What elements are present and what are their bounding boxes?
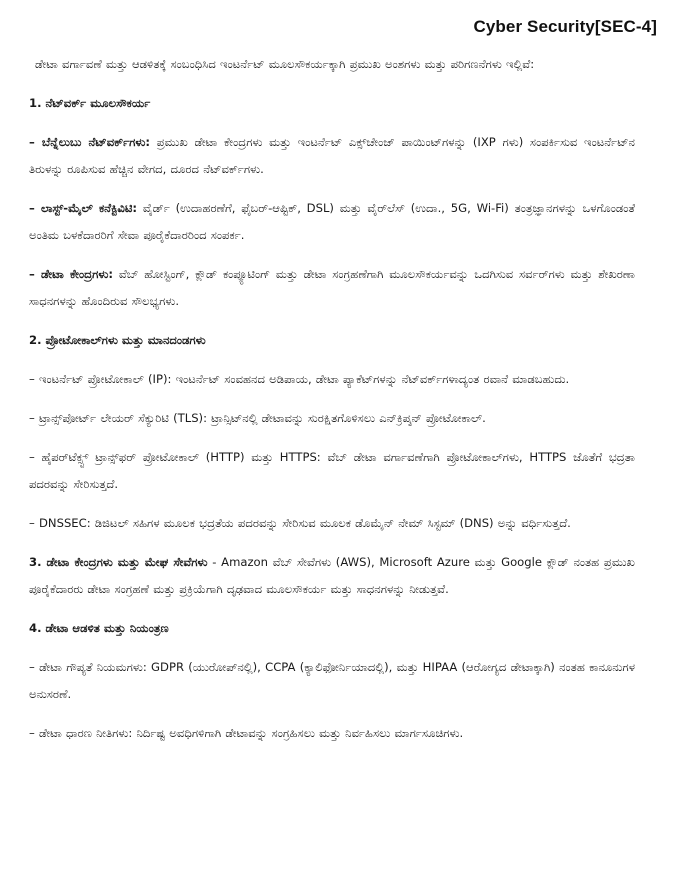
- section-3-heading: 3. ಡೇಟಾ ಕೇಂದ್ರಗಳು ಮತ್ತು ಮೇಘ ಸೇವೆಗಳು: [29, 555, 208, 569]
- section-1-item-last-mile: [29, 195, 635, 249]
- section-4-heading: 4. ಡೇಟಾ ಆಡಳಿತ ಮತ್ತು ನಿಯಂತ್ರಣ: [29, 621, 169, 635]
- section-2-item-tls: – ಟ್ರಾನ್ಸ್‌ಪೋರ್ಟ್ ಲೇಯರ್ ಸೆಕ್ಯುರಿಟಿ (TLS): ಟ್ರಾನ್ಸಿಟ್‌ನಲ್ಲಿ ಡೇಟಾವನ್ನು ಸುರಕ್ಷಿತಗೊಳಿಸಲು ಎನ್‌ಕ್ರಿಪ್ಶನ್ ಪ್ರೋಟೋಕಾಲ್.: [29, 411, 486, 425]
- section-4-item-retention: – ಡೇಟಾ ಧಾರಣ ನೀತಿಗಳು: ನಿರ್ದಿಷ್ಟ ಅವಧಿಗಳಿಗಾಗಿ ಡೇಟಾವನ್ನು ಸಂಗ್ರಹಿಸಲು ಮತ್ತು ನಿರ್ವಹಿಸಲು ಮಾರ್ಗಸೂಚಿಗಳು.: [29, 726, 464, 740]
- section-4-item-privacy: – ಡೇಟಾ ಗೌಪ್ಯತೆ ನಿಯಮಗಳು: GDPR (ಯುರೋಪ್‌ನಲ್ಲಿ), CCPA (ಕ್ಯಾಲಿಫೋರ್ನಿಯಾದಲ್ಲಿ), ಮತ್ತು HIPAA (ಆರೋಗ್ಯದ ಡೇಟಾಕ್ಕಾಗಿ) ನಂತಹ ಕಾನೂನುಗಳ ಅನುಸರಣೆ.: [29, 660, 635, 701]
- section-2-item-ip: – ಇಂಟರ್ನೆಟ್ ಪ್ರೋಟೋಕಾಲ್ (IP): ಇಂಟರ್ನೆಟ್ ಸಂವಹನದ ಅಡಿಪಾಯ, ಡೇಟಾ ಪ್ಯಾಕೆಟ್‌ಗಳನ್ನು ನೆಟ್‌ವರ್ಕ್‌ಗಳಾದ್ಯಂತ ರವಾನೆ ಮಾಡಬಹುದು.: [29, 372, 570, 386]
- item-lead: – ಬೆನ್ನೆಲುಬು ನೆಟ್‌ವರ್ಕ್‌ಗಳು:: [29, 135, 151, 149]
- page-header-title: Cyber Security[SEC-4]: [473, 17, 657, 36]
- item-text: ವೆಬ್ ಹೋಸ್ಟಿಂಗ್, ಕ್ಲೌಡ್ ಕಂಪ್ಯೂಟಿಂಗ್ ಮತ್ತು ಡೇಟಾ ಸಂಗ್ರಹಣೆಗಾಗಿ ಮೂಲಸೌಕರ್ಯವನ್ನು ಒದಗಿಸುವ ಸರ್ವರ್‌ಗಳು ಮತ್ತು ಶೇಖರಣಾ ಸಾಧನಗಳನ್ನು ಹೊಂದಿರುವ ಸೌಲಭ್ಯಗಳು.: [29, 267, 635, 308]
- section-1-item-backbone: [29, 129, 635, 183]
- section-3-paragraph: [29, 549, 635, 603]
- section-2-item-dnssec: – DNSSEC: ಡಿಜಿಟಲ್ ಸಹಿಗಳ ಮೂಲಕ ಭದ್ರತೆಯ ಪದರವನ್ನು ಸೇರಿಸುವ ಮೂಲಕ ಡೊಮೈನ್ ನೇಮ್ ಸಿಸ್ಟಮ್ (DNS) ಅನ್ನು ವರ್ಧಿಸುತ್ತದೆ.: [29, 516, 571, 530]
- item-text: ವೈರ್ಡ್ (ಉದಾಹರಣೆಗೆ, ಫೈಬರ್-ಆಪ್ಟಿಕ್, DSL) ಮತ್ತು ವೈರ್‌ಲೆಸ್ (ಉದಾ., 5G, Wi-Fi) ತಂತ್ರಜ್ಞಾನಗಳನ್ನು ಒಳಗೊಂಡಂತೆ ಅಂತಿಮ ಬಳಕೆದಾರರಿಗೆ ಸೇವಾ ಪೂರೈಕೆದಾರರಿಂದ ಸಂಪರ್ಕ.: [29, 201, 635, 242]
- section-1-heading: 1. ನೆಟ್‌ವರ್ಕ್ ಮೂಲಸೌಕರ್ಯ: [29, 96, 151, 110]
- item-text: ಪ್ರಮುಖ ಡೇಟಾ ಕೇಂದ್ರಗಳು ಮತ್ತು ಇಂಟರ್ನೆಟ್ ಎಕ್ಸ್‌ಚೇಂಜ್ ಪಾಯಿಂಟ್‌ಗಳನ್ನು (IXP ಗಳು) ಸಂಪರ್ಕಿಸುವ ಇಂಟರ್ನೆಟ್‌ನ ತಿರುಳನ್ನು ರೂಪಿಸುವ ಹೆಚ್ಚಿನ ವೇಗದ, ದೂರದ ನೆಟ್‌ವರ್ಕ್‌ಗಳು.: [29, 135, 635, 176]
- section-1-item-data-centers: [29, 261, 635, 315]
- document-body: [29, 51, 635, 759]
- intro-paragraph: ಡೇಟಾ ವರ್ಗಾವಣೆ ಮತ್ತು ಆಡಳಿತಕ್ಕೆ ಸಂಬಂಧಿಸಿದ ಇಂಟರ್ನೆಟ್ ಮೂಲಸೌಕರ್ಯಕ್ಕಾಗಿ ಪ್ರಮುಖ ಅಂಶಗಳು ಮತ್ತು ಪರಿಗಣನೆಗಳು ಇಲ್ಲಿವೆ:: [35, 57, 535, 71]
- section-2-item-http: – ಹೈಪರ್‌ಟೆಕ್ಸ್ಟ್ ಟ್ರಾನ್ಸ್‌ಫರ್ ಪ್ರೋಟೋಕಾಲ್ (HTTP) ಮತ್ತು HTTPS: ವೆಬ್ ಡೇಟಾ ವರ್ಗಾವಣೆಗಾಗಿ ಪ್ರೋಟೋಕಾಲ್‌ಗಳು, HTTPS ಜೊತೆಗೆ ಭದ್ರತಾ ಪದರವನ್ನು ಸೇರಿಸುತ್ತದೆ.: [29, 450, 635, 491]
- item-lead: – ಡೇಟಾ ಕೇಂದ್ರಗಳು:: [29, 267, 114, 281]
- item-lead: – ಲಾಸ್ಟ್-ಮೈಲ್ ಕನೆಕ್ಟಿವಿಟಿ:: [29, 201, 138, 215]
- section-2-heading: 2. ಪ್ರೋಟೋಕಾಲ್‌ಗಳು ಮತ್ತು ಮಾನದಂಡಗಳು: [29, 333, 206, 347]
- section-3-text: - Amazon ವೆಬ್ ಸೇವೆಗಳು (AWS), Microsoft Azure ಮತ್ತು Google ಕ್ಲೌಡ್ ನಂತಹ ಪ್ರಮುಖ ಪೂರೈಕೆದಾರರು ಡೇಟಾ ಸಂಗ್ರಹಣೆ ಮತ್ತು ಪ್ರಕ್ರಿಯೆಗಾಗಿ ದೃಢವಾದ ಮೂಲಸೌಕರ್ಯ ಮತ್ತು ಸಾಧನಗಳನ್ನು ನೀಡುತ್ತವೆ.: [29, 555, 635, 596]
